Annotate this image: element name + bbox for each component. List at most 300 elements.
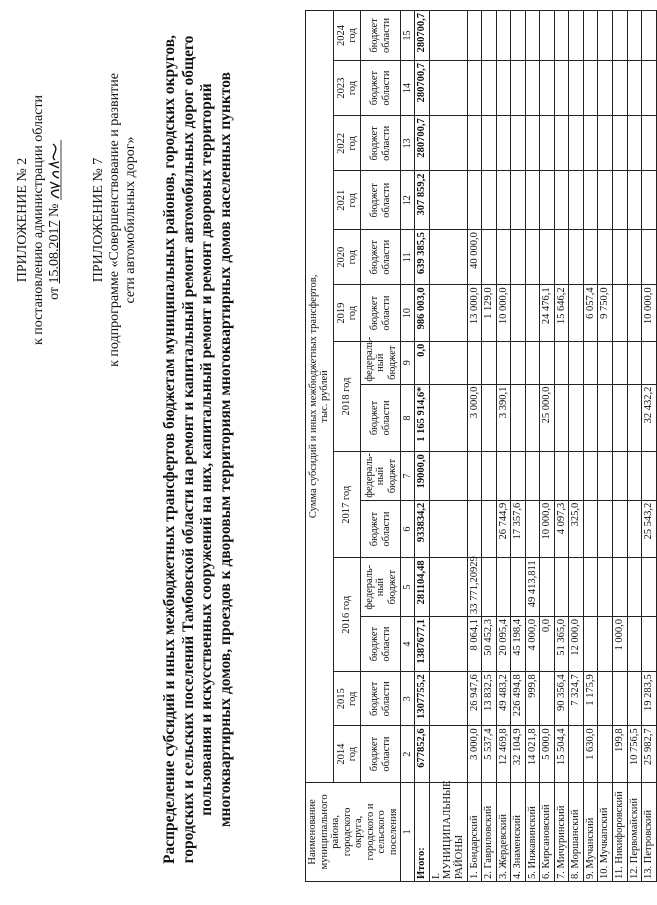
- row-name: 6. Кирсановский: [540, 782, 555, 881]
- appendix-7-line2: сети автомобильных дорог»: [123, 136, 139, 304]
- table-cell: [429, 726, 467, 782]
- table-cell: 226 494,8: [511, 672, 526, 726]
- table-cell: [482, 171, 497, 230]
- table-cell: [429, 60, 467, 115]
- name-header-line: муниципального: [318, 794, 330, 870]
- budget-type-line: области: [380, 295, 392, 331]
- table-cell: [627, 616, 642, 671]
- year-label: 2014: [335, 743, 347, 765]
- budget-type-line: бюджет: [369, 626, 381, 662]
- table-cell: [598, 171, 613, 230]
- table-cell: [496, 116, 511, 171]
- table-cell: [569, 558, 584, 617]
- table-cell: [598, 672, 613, 726]
- table-cell: [525, 230, 540, 285]
- year-header-y2024: [333, 11, 361, 61]
- table-cell: 325,0: [569, 500, 584, 558]
- table-cell: 10 000,0: [540, 500, 555, 558]
- table-cell: 5 000,0: [540, 726, 555, 782]
- row-name: 3. Жердевский: [496, 782, 511, 881]
- total-cell: 1 165 914,6*: [415, 384, 430, 452]
- rotated-page: [5, 5, 655, 900]
- column-index-row: [401, 11, 415, 882]
- table-cell: [642, 616, 657, 671]
- name-header-line: поселения: [387, 808, 399, 856]
- year-label: год: [347, 193, 359, 208]
- table-cell: 17 357,6: [511, 500, 526, 558]
- budget-type-line: бюджет: [369, 70, 381, 106]
- table-cell: [598, 341, 613, 384]
- column-index: 2: [401, 726, 415, 782]
- row-name: 11. Никифоровский: [613, 782, 628, 881]
- budget-type-line: бюджет: [369, 400, 381, 436]
- table-cell: [429, 11, 467, 61]
- budget-type-regional: [361, 60, 401, 115]
- table-cell: [583, 452, 598, 501]
- table-cell: 999,8: [525, 672, 540, 726]
- table-cell: 8 064,1: [467, 616, 482, 671]
- table-cell: [627, 341, 642, 384]
- table-cell: 13 000,0: [467, 285, 482, 341]
- table-cell: [613, 171, 628, 230]
- budget-type-regional: [361, 285, 401, 341]
- title-line: пользования и искусственных сооружений на них, капитальный ремонт и ремонт дворовых территорий: [198, 83, 216, 816]
- table-cell: [525, 60, 540, 115]
- column-index: 7: [401, 452, 415, 501]
- budget-type-line: области: [380, 182, 392, 218]
- appendix-7-title: ПРИЛОЖЕНИЕ № 7: [91, 157, 106, 283]
- total-cell: 280700,7: [415, 11, 430, 61]
- budget-type-line: бюджет: [386, 345, 398, 380]
- table-cell: [554, 171, 569, 230]
- year-header-row: [333, 11, 361, 882]
- total-cell: 639 385,5: [415, 230, 430, 285]
- column-index: 8: [401, 384, 415, 452]
- title-line: Распределение субсидий и иных межбюджетных трансфертов бюджетам муниципальных районов, городских округов,: [161, 35, 178, 864]
- column-index: 3: [401, 672, 415, 726]
- year-label: год: [347, 80, 359, 96]
- table-cell: [569, 384, 584, 452]
- table-cell: [540, 452, 555, 501]
- table-cell: [627, 171, 642, 230]
- budget-type-line: ный: [375, 353, 387, 372]
- table-cell: [583, 116, 598, 171]
- table-cell: 10 756,5: [627, 726, 642, 782]
- table-cell: [613, 558, 628, 617]
- table-cell: [511, 230, 526, 285]
- table-row: [583, 11, 598, 882]
- total-cell: 0,0: [415, 341, 430, 384]
- table-cell: [482, 230, 497, 285]
- table-cell: [467, 452, 482, 501]
- table-cell: [642, 452, 657, 501]
- table-cell: [467, 60, 482, 115]
- table-cell: [540, 60, 555, 115]
- table-cell: [554, 230, 569, 285]
- table-cell: 10 000,0: [496, 285, 511, 341]
- table-cell: [482, 60, 497, 115]
- table-cell: [511, 285, 526, 341]
- table-cell: [554, 116, 569, 171]
- table-cell: 5 537,4: [482, 726, 497, 782]
- table-cell: [583, 11, 598, 61]
- table-cell: 4 000,0: [525, 616, 540, 671]
- table-cell: [598, 11, 613, 61]
- table-cell: [554, 60, 569, 115]
- title-line: городских и сельских поселений Тамбовской области на ремонт и капитальный ремонт автомобильных дорог общего: [179, 35, 197, 864]
- table-cell: [525, 500, 540, 558]
- year-header-y2022: [333, 116, 361, 171]
- handwritten-number-icon: [47, 140, 63, 200]
- total-cell: 281104,48: [415, 558, 430, 617]
- year-header-y2018: 2018 год: [333, 341, 361, 452]
- table-cell: [525, 285, 540, 341]
- table-cell: [583, 558, 598, 617]
- budget-type-federal: [361, 336, 401, 384]
- table-cell: 13 832,5: [482, 672, 497, 726]
- budget-type-regional: [361, 672, 401, 726]
- table-cell: [613, 116, 628, 171]
- name-header-line: сельского: [376, 810, 388, 854]
- budget-type-line: области: [380, 511, 392, 547]
- table-cell: [496, 452, 511, 501]
- column-index: 14: [401, 60, 415, 115]
- column-index: 5: [401, 558, 415, 617]
- table-cell: [642, 116, 657, 171]
- table-cell: [613, 60, 628, 115]
- table-cell: 1 129,0: [482, 285, 497, 341]
- table-cell: [613, 500, 628, 558]
- table-cell: [511, 116, 526, 171]
- table-cell: 33 771,20929: [467, 558, 482, 617]
- table-cell: 1 175,9: [583, 672, 598, 726]
- distribution-table: [305, 10, 657, 882]
- table-cell: [569, 60, 584, 115]
- table-cell: [554, 384, 569, 452]
- total-cell: 280700,7: [415, 60, 430, 115]
- table-cell: [496, 341, 511, 384]
- table-cell: [627, 500, 642, 558]
- table-cell: [598, 230, 613, 285]
- table-cell: [613, 230, 628, 285]
- year-label: год: [347, 691, 359, 706]
- total-cell: 1307755,2: [415, 672, 430, 726]
- total-cell: 280700,7: [415, 116, 430, 171]
- sum-header-line: тыс. рублей: [319, 370, 331, 423]
- table-cell: [627, 11, 642, 61]
- table-cell: [496, 60, 511, 115]
- table-cell: 3 390,1: [496, 384, 511, 452]
- budget-type-line: области: [380, 70, 392, 106]
- budget-type-regional: [361, 616, 401, 671]
- year-label: 2023: [335, 77, 347, 99]
- budget-type-line: федераль-: [363, 452, 375, 498]
- table-cell: [569, 452, 584, 501]
- budget-type-regional: [361, 500, 401, 558]
- budget-type-regional: [361, 11, 401, 61]
- budget-type-line: бюджет: [369, 240, 381, 275]
- year-label: год: [347, 136, 359, 151]
- year-label: год: [347, 28, 359, 43]
- table-cell: [429, 616, 467, 671]
- table-cell: [482, 558, 497, 617]
- year-label: 2024: [335, 24, 347, 46]
- year-label: год: [347, 250, 359, 265]
- budget-type-federal: [361, 452, 401, 501]
- table-cell: [613, 672, 628, 726]
- table-cell: [554, 11, 569, 61]
- table-cell: 199,8: [613, 726, 628, 782]
- table-cell: [598, 616, 613, 671]
- year-label: 2021: [335, 189, 347, 211]
- budget-type-line: бюджет: [386, 458, 398, 494]
- table-cell: [429, 384, 467, 452]
- name-header-line: городского: [341, 807, 353, 857]
- budget-type-line: бюджет: [386, 569, 398, 605]
- table-cell: [482, 341, 497, 384]
- table-cell: [598, 452, 613, 501]
- table-cell: 3 000,0: [467, 726, 482, 782]
- name-column-header: [306, 782, 401, 881]
- table-cell: 12 000,0: [569, 616, 584, 671]
- budget-type-regional: [361, 230, 401, 285]
- table-cell: [583, 171, 598, 230]
- column-index: 12: [401, 171, 415, 230]
- table-cell: [540, 672, 555, 726]
- table-cell: 10 000,0: [642, 285, 657, 341]
- total-label: Итого:: [415, 782, 430, 881]
- budget-type-regional: [361, 384, 401, 452]
- table-cell: 4 097,3: [554, 500, 569, 558]
- table-cell: 49 483,2: [496, 672, 511, 726]
- table-cell: [642, 558, 657, 617]
- table-row: [511, 11, 526, 882]
- table-row: [467, 11, 482, 882]
- table-cell: 1 630,0: [583, 726, 598, 782]
- table-cell: 51 365,0: [554, 616, 569, 671]
- table-cell: [569, 11, 584, 61]
- name-header-line: района,: [330, 815, 342, 849]
- title-line: многоквартирных домов, проездов к дворовым территориям многоквартирных домов населенных пунктов: [216, 71, 234, 828]
- table-cell: [598, 500, 613, 558]
- table-cell: 7 324,7: [569, 672, 584, 726]
- table-cell: [613, 285, 628, 341]
- table-cell: [482, 452, 497, 501]
- column-index: 10: [401, 285, 415, 341]
- budget-type-line: федераль-: [363, 564, 375, 610]
- row-name: 5. Инжавинский: [525, 782, 540, 881]
- table-cell: [540, 230, 555, 285]
- table-cell: 3 000,0: [467, 384, 482, 452]
- table-cell: [569, 285, 584, 341]
- table-cell: 25 543,2: [642, 500, 657, 558]
- table-cell: [598, 384, 613, 452]
- table-cell: [613, 341, 628, 384]
- table-cell: 40 000,0: [467, 230, 482, 285]
- budget-type-line: ный: [375, 466, 387, 486]
- sum-header-line: Сумма субсидий и иных межбюджетных трансфертов,: [307, 274, 319, 519]
- table-cell: [429, 500, 467, 558]
- total-cell: 1387677,1: [415, 616, 430, 671]
- table-cell: [627, 60, 642, 115]
- table-cell: [525, 11, 540, 61]
- table-cell: [554, 341, 569, 384]
- total-row: [415, 11, 430, 882]
- year-header-y2021: [333, 171, 361, 230]
- table-cell: [467, 171, 482, 230]
- table-cell: [613, 452, 628, 501]
- table-cell: [511, 341, 526, 384]
- table-cell: [496, 11, 511, 61]
- table-cell: [540, 11, 555, 61]
- table-cell: [525, 384, 540, 452]
- budget-type-line: бюджет: [369, 511, 381, 547]
- table-cell: [598, 116, 613, 171]
- budget-type-line: области: [380, 400, 392, 436]
- budget-type-regional: [361, 171, 401, 230]
- table-row: [496, 11, 511, 882]
- budget-type-line: федераль-: [363, 336, 375, 382]
- table-row: [540, 11, 555, 882]
- table-cell: [540, 171, 555, 230]
- appendix-2-title: ПРИЛОЖЕНИЕ № 2: [15, 157, 30, 283]
- column-index: 6: [401, 500, 415, 558]
- table-cell: [429, 672, 467, 726]
- table-cell: [429, 230, 467, 285]
- budget-type-regional: [361, 726, 401, 782]
- table-cell: 25 982,7: [642, 726, 657, 782]
- row-name: 7. Мичуринский: [554, 782, 569, 881]
- table-cell: [627, 452, 642, 501]
- budget-type-federal: [361, 558, 401, 617]
- table-cell: [627, 285, 642, 341]
- table-cell: [429, 171, 467, 230]
- table-cell: [467, 341, 482, 384]
- table-cell: [496, 171, 511, 230]
- budget-type-line: бюджет: [369, 295, 381, 331]
- year-header-y2015: [333, 672, 361, 726]
- name-header-line: Наименование: [307, 799, 318, 865]
- table-cell: [429, 452, 467, 501]
- year-header-y2016: 2016 год: [333, 558, 361, 672]
- total-cell: 933834,2: [415, 500, 430, 558]
- table-cell: 32 432,2: [642, 384, 657, 452]
- row-name: 8. Моршанский: [569, 782, 584, 881]
- table-cell: [540, 558, 555, 617]
- year-label: 2022: [335, 132, 347, 154]
- name-header-line: городского и: [364, 803, 376, 861]
- table-cell: [482, 11, 497, 61]
- year-header-y2020: [333, 230, 361, 285]
- table-row: [598, 11, 613, 882]
- appendix-7-header: [91, 10, 139, 430]
- table-cell: [598, 558, 613, 617]
- table-body: [415, 11, 656, 882]
- table-cell: [642, 230, 657, 285]
- table-cell: 90 356,4: [554, 672, 569, 726]
- table-cell: [540, 116, 555, 171]
- year-header-y2014: [333, 726, 361, 782]
- column-index: 15: [401, 11, 415, 61]
- budget-type-line: области: [380, 736, 392, 772]
- table-cell: [540, 341, 555, 384]
- year-label: год: [347, 746, 359, 762]
- table-cell: [598, 726, 613, 782]
- table-cell: 6 057,4: [583, 285, 598, 341]
- budget-type-line: области: [380, 17, 392, 54]
- table-cell: [429, 341, 467, 384]
- table-cell: [496, 230, 511, 285]
- table-cell: [525, 341, 540, 384]
- table-cell: [429, 285, 467, 341]
- section-label: I. МУНИЦИПАЛЬНЫЕ РАЙОНЫ: [429, 782, 467, 881]
- budget-type-line: бюджет: [369, 18, 381, 53]
- table-cell: [554, 558, 569, 617]
- budget-type-line: бюджет: [369, 126, 381, 161]
- budget-type-line: области: [380, 626, 392, 662]
- table-cell: 49 413,811: [525, 558, 540, 617]
- table-cell: 24 476,1: [540, 285, 555, 341]
- appendix-7-line1: к подпрограмме «Совершенствование и развитие: [107, 73, 123, 367]
- column-index: 13: [401, 116, 415, 171]
- table-cell: [511, 558, 526, 617]
- table-cell: [511, 384, 526, 452]
- table-cell: [525, 452, 540, 501]
- table-cell: [482, 116, 497, 171]
- appendix-2-date-line: [47, 10, 63, 430]
- table-cell: [627, 558, 642, 617]
- table-cell: [627, 384, 642, 452]
- table-cell: [429, 558, 467, 617]
- total-cell: 19000,0: [415, 452, 430, 501]
- column-index: 4: [401, 616, 415, 671]
- table-cell: 15 646,2: [554, 285, 569, 341]
- table-cell: 15 504,4: [554, 726, 569, 782]
- row-name: 4. Знаменский: [511, 782, 526, 881]
- table-cell: [511, 171, 526, 230]
- row-name: 2. Гавриловский: [482, 782, 497, 881]
- table-cell: [613, 11, 628, 61]
- budget-type-line: бюджет: [369, 736, 381, 772]
- budget-type-header-row: [361, 11, 401, 882]
- table-cell: [482, 384, 497, 452]
- table-row: [482, 11, 497, 882]
- table-cell: [598, 60, 613, 115]
- document-title: [161, 7, 235, 892]
- table-cell: [583, 230, 598, 285]
- table-cell: [642, 171, 657, 230]
- table-cell: 45 198,4: [511, 616, 526, 671]
- table-cell: [569, 341, 584, 384]
- table-cell: [569, 116, 584, 171]
- table-cell: [429, 116, 467, 171]
- table-cell: 19 283,5: [642, 672, 657, 726]
- budget-type-line: бюджет: [369, 183, 381, 218]
- number-prefix: №: [47, 203, 63, 217]
- table-cell: 25 000,0: [540, 384, 555, 452]
- year-label: 2020: [335, 246, 347, 268]
- year-label: год: [347, 305, 359, 321]
- column-index: 9: [401, 341, 415, 384]
- budget-type-line: области: [380, 125, 392, 161]
- table-cell: [525, 116, 540, 171]
- row-name: 1. Бондарский: [467, 782, 482, 881]
- year-header-y2023: [333, 60, 361, 115]
- table-row: [525, 11, 540, 882]
- column-index: 11: [401, 230, 415, 285]
- table-cell: 20 095,4: [496, 616, 511, 671]
- table-cell: [613, 384, 628, 452]
